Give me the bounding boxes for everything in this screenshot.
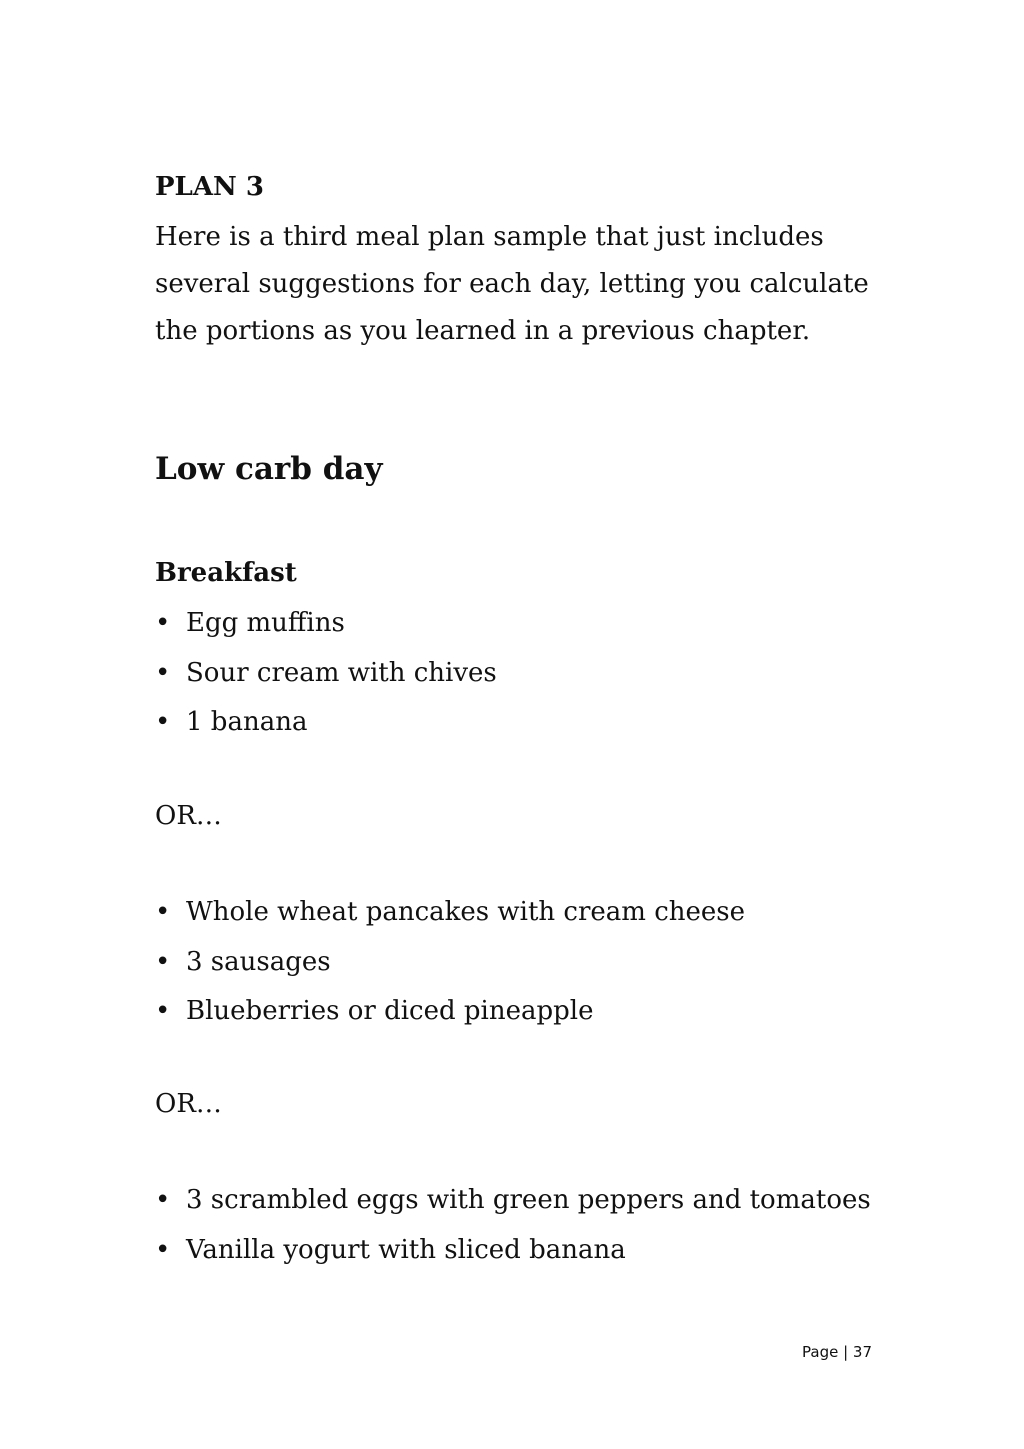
list-item [155, 1233, 875, 1267]
list-item [155, 606, 875, 640]
list-item-text: Blueberries or diced pineapple [186, 996, 594, 1026]
breakfast-option-1-list [155, 606, 875, 755]
breakfast-option-3-list [155, 1183, 875, 1282]
page-number-footer: Page | 37 [802, 1343, 872, 1361]
bullet-icon: • [155, 1234, 171, 1265]
list-item [155, 945, 875, 979]
meal-title-breakfast: Breakfast [155, 558, 297, 588]
plan-title: PLAN 3 [155, 172, 264, 202]
list-item-text: Vanilla yogurt with sliced banana [186, 1234, 626, 1265]
list-item [155, 1183, 875, 1217]
list-item-text: Egg muffins [186, 608, 345, 638]
bullet-icon: • [155, 707, 171, 737]
bullet-icon: • [155, 1185, 171, 1215]
section-title: Low carb day [155, 451, 383, 487]
bullet-icon: • [155, 946, 171, 977]
bullet-icon: • [155, 657, 171, 688]
intro-paragraph: Here is a third meal plan sample that just includes several suggestions for each day, letting you calculate the portions as you learned in a previous chapter. [155, 222, 869, 346]
list-item [155, 994, 875, 1028]
breakfast-option-2-list [155, 895, 875, 1044]
list-item [155, 705, 875, 739]
list-item [155, 895, 875, 929]
bullet-icon: • [155, 996, 171, 1026]
bullet-icon: • [155, 897, 171, 927]
list-item-text: 3 scrambled eggs with green peppers and tomatoes [186, 1185, 871, 1215]
list-item-text: 1 banana [186, 707, 308, 737]
list-item [155, 656, 875, 690]
or-separator: OR… [155, 1089, 222, 1119]
list-item-text: Sour cream with chives [186, 657, 497, 688]
list-item-text: Whole wheat pancakes with cream cheese [186, 897, 746, 927]
or-separator: OR… [155, 801, 222, 831]
list-item-text: 3 sausages [186, 946, 331, 977]
bullet-icon: • [155, 608, 171, 638]
